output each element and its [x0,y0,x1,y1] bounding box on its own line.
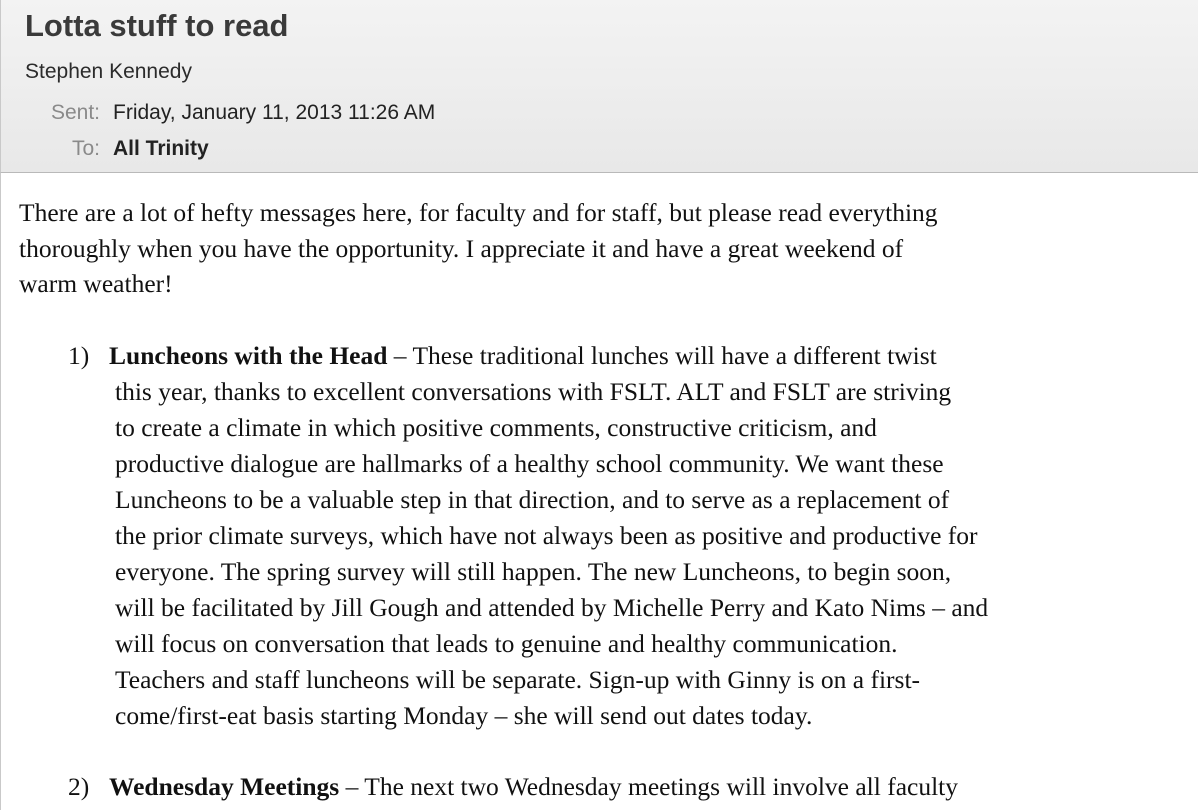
list-item-line: will be facilitated by Jill Gough and attended by Michelle Perry and Kato Nims – and [115,593,989,622]
list-item-number: 2) [68,772,90,801]
intro-paragraph [19,195,1169,302]
intro-line: thoroughly when you have the opportunity. I appreciate it and have a great weekend of [19,233,904,263]
email-header [0,0,1198,173]
list-item-line: this year, thanks to excellent conversations with FSLT. ALT and FSLT are striving [115,377,952,406]
list-item-line: come/first-eat basis starting Monday – she will send out dates today. [115,701,813,730]
list-item-line: everyone. The spring survey will still happen. The new Luncheons, to begin soon, [115,557,952,586]
list-item-text: – These traditional lunches will have a different twist [387,341,937,370]
list-item-line: productive dialogue are hallmarks of a healthy school community. We want these [115,449,944,478]
email-body [0,173,1198,810]
recipient[interactable]: All Trinity [113,137,209,160]
intro-line: warm weather! [19,269,173,298]
list-item-number: 1) [68,341,90,370]
list-item-line: Luncheons to be a valuable step in that direction, and to serve as a replacement of [115,485,950,514]
email-subject: Lotta stuff to read [25,8,289,43]
list-item-title: Wednesday Meetings [109,772,340,801]
sent-label: Sent: [50,101,100,124]
list-item [68,769,1188,805]
intro-line: There are a lot of hefty messages here, for faculty and for staff, but please read everything [19,198,938,227]
list-item-line: will focus on conversation that leads to genuine and healthy communication. [115,629,898,658]
list-item-first-line [68,769,1188,805]
email-sender[interactable]: Stephen Kennedy [25,60,192,83]
list-item [68,338,1188,734]
list-item-first-line [68,338,1188,374]
sent-date: Friday, January 11, 2013 11:26 AM [113,101,436,124]
list-item-title: Luncheons with the Head [109,341,388,370]
list-item-text: – The next two Wednesday meetings will involve all faculty [339,772,959,801]
list-item-line: Teachers and staff luncheons will be separate. Sign-up with Ginny is on a first- [115,665,921,694]
list-item-line: the prior climate surveys, which have not always been as positive and productive for [115,521,978,550]
list-item-line: to create a climate in which positive comments, constructive criticism, and [115,413,877,442]
to-label: To: [71,137,100,160]
